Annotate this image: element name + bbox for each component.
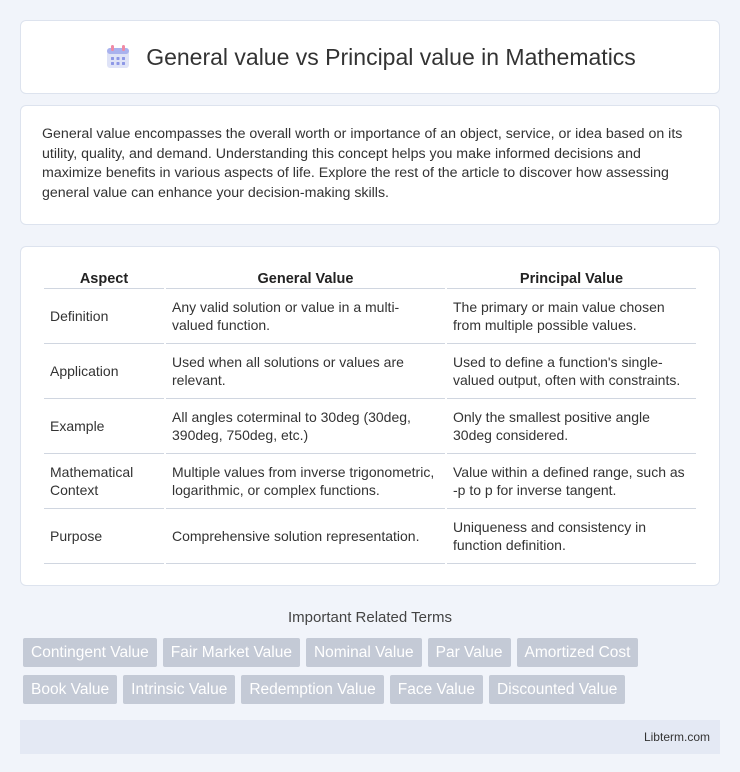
page-title: General value vs Principal value in Mathematics xyxy=(146,43,636,70)
cell-general-value: Multiple values from inverse trigonometric, logarithmic, or complex functions. xyxy=(166,454,445,509)
related-term-tag[interactable]: Book Value xyxy=(23,675,117,704)
title-card xyxy=(20,20,720,94)
related-term-tag[interactable]: Intrinsic Value xyxy=(123,675,235,704)
cell-aspect: Example xyxy=(44,399,164,454)
related-term-tag[interactable]: Nominal Value xyxy=(306,638,422,667)
cell-principal-value: Only the smallest positive angle 30deg considered. xyxy=(447,399,696,454)
cell-aspect: Mathematical Context xyxy=(44,454,164,509)
related-term-tag[interactable]: Contingent Value xyxy=(23,638,157,667)
cell-general-value: All angles coterminal to 30deg (30deg, 390deg, 750deg, etc.) xyxy=(166,399,445,454)
cell-aspect: Purpose xyxy=(44,509,164,564)
comparison-table xyxy=(42,267,698,564)
header-aspect: Aspect xyxy=(44,267,164,289)
cell-aspect: Application xyxy=(44,344,164,399)
cell-principal-value: Used to define a function's single-valued output, often with constraints. xyxy=(447,344,696,399)
cell-aspect: Definition xyxy=(44,289,164,344)
intro-card xyxy=(20,105,720,225)
footer-brand[interactable]: Libterm.com xyxy=(643,730,710,745)
cell-general-value: Used when all solutions or values are relevant. xyxy=(166,344,445,399)
table-row xyxy=(44,344,696,399)
related-term-tag[interactable]: Fair Market Value xyxy=(163,638,300,667)
related-terms-list xyxy=(20,638,720,704)
header-general-value: General Value xyxy=(166,267,445,289)
footer xyxy=(20,720,720,754)
related-terms-title: Important Related Terms xyxy=(288,609,452,627)
table-row xyxy=(44,399,696,454)
cell-principal-value: The primary or main value chosen from multiple possible values. xyxy=(447,289,696,344)
related-term-tag[interactable]: Redemption Value xyxy=(241,675,383,704)
cell-principal-value: Uniqueness and consistency in function definition. xyxy=(447,509,696,564)
table-header-row xyxy=(44,267,696,289)
cell-general-value: Comprehensive solution representation. xyxy=(166,509,445,564)
related-term-tag[interactable]: Discounted Value xyxy=(489,675,625,704)
comparison-table-card xyxy=(20,246,720,586)
intro-text: General value encompasses the overall worth or importance of an object, service, or idea based on its utility, quality, and demand. Understanding this concept helps you make informed decisions and maximize benefits in various aspects of life. Explore the rest of the article to discover how assessing general value can enhance your decision-making skills. xyxy=(42,126,683,201)
related-term-tag[interactable]: Par Value xyxy=(428,638,511,667)
header-principal-value: Principal Value xyxy=(447,267,696,289)
related-term-tag[interactable]: Amortized Cost xyxy=(517,638,639,667)
table-row xyxy=(44,289,696,344)
calendar-grid-icon xyxy=(104,43,132,71)
related-term-tag[interactable]: Face Value xyxy=(390,675,483,704)
cell-principal-value: Value within a defined range, such as -p to p for inverse tangent. xyxy=(447,454,696,509)
related-terms-section xyxy=(20,609,720,704)
cell-general-value: Any valid solution or value in a multi-valued function. xyxy=(166,289,445,344)
table-row xyxy=(44,454,696,509)
table-row xyxy=(44,509,696,564)
